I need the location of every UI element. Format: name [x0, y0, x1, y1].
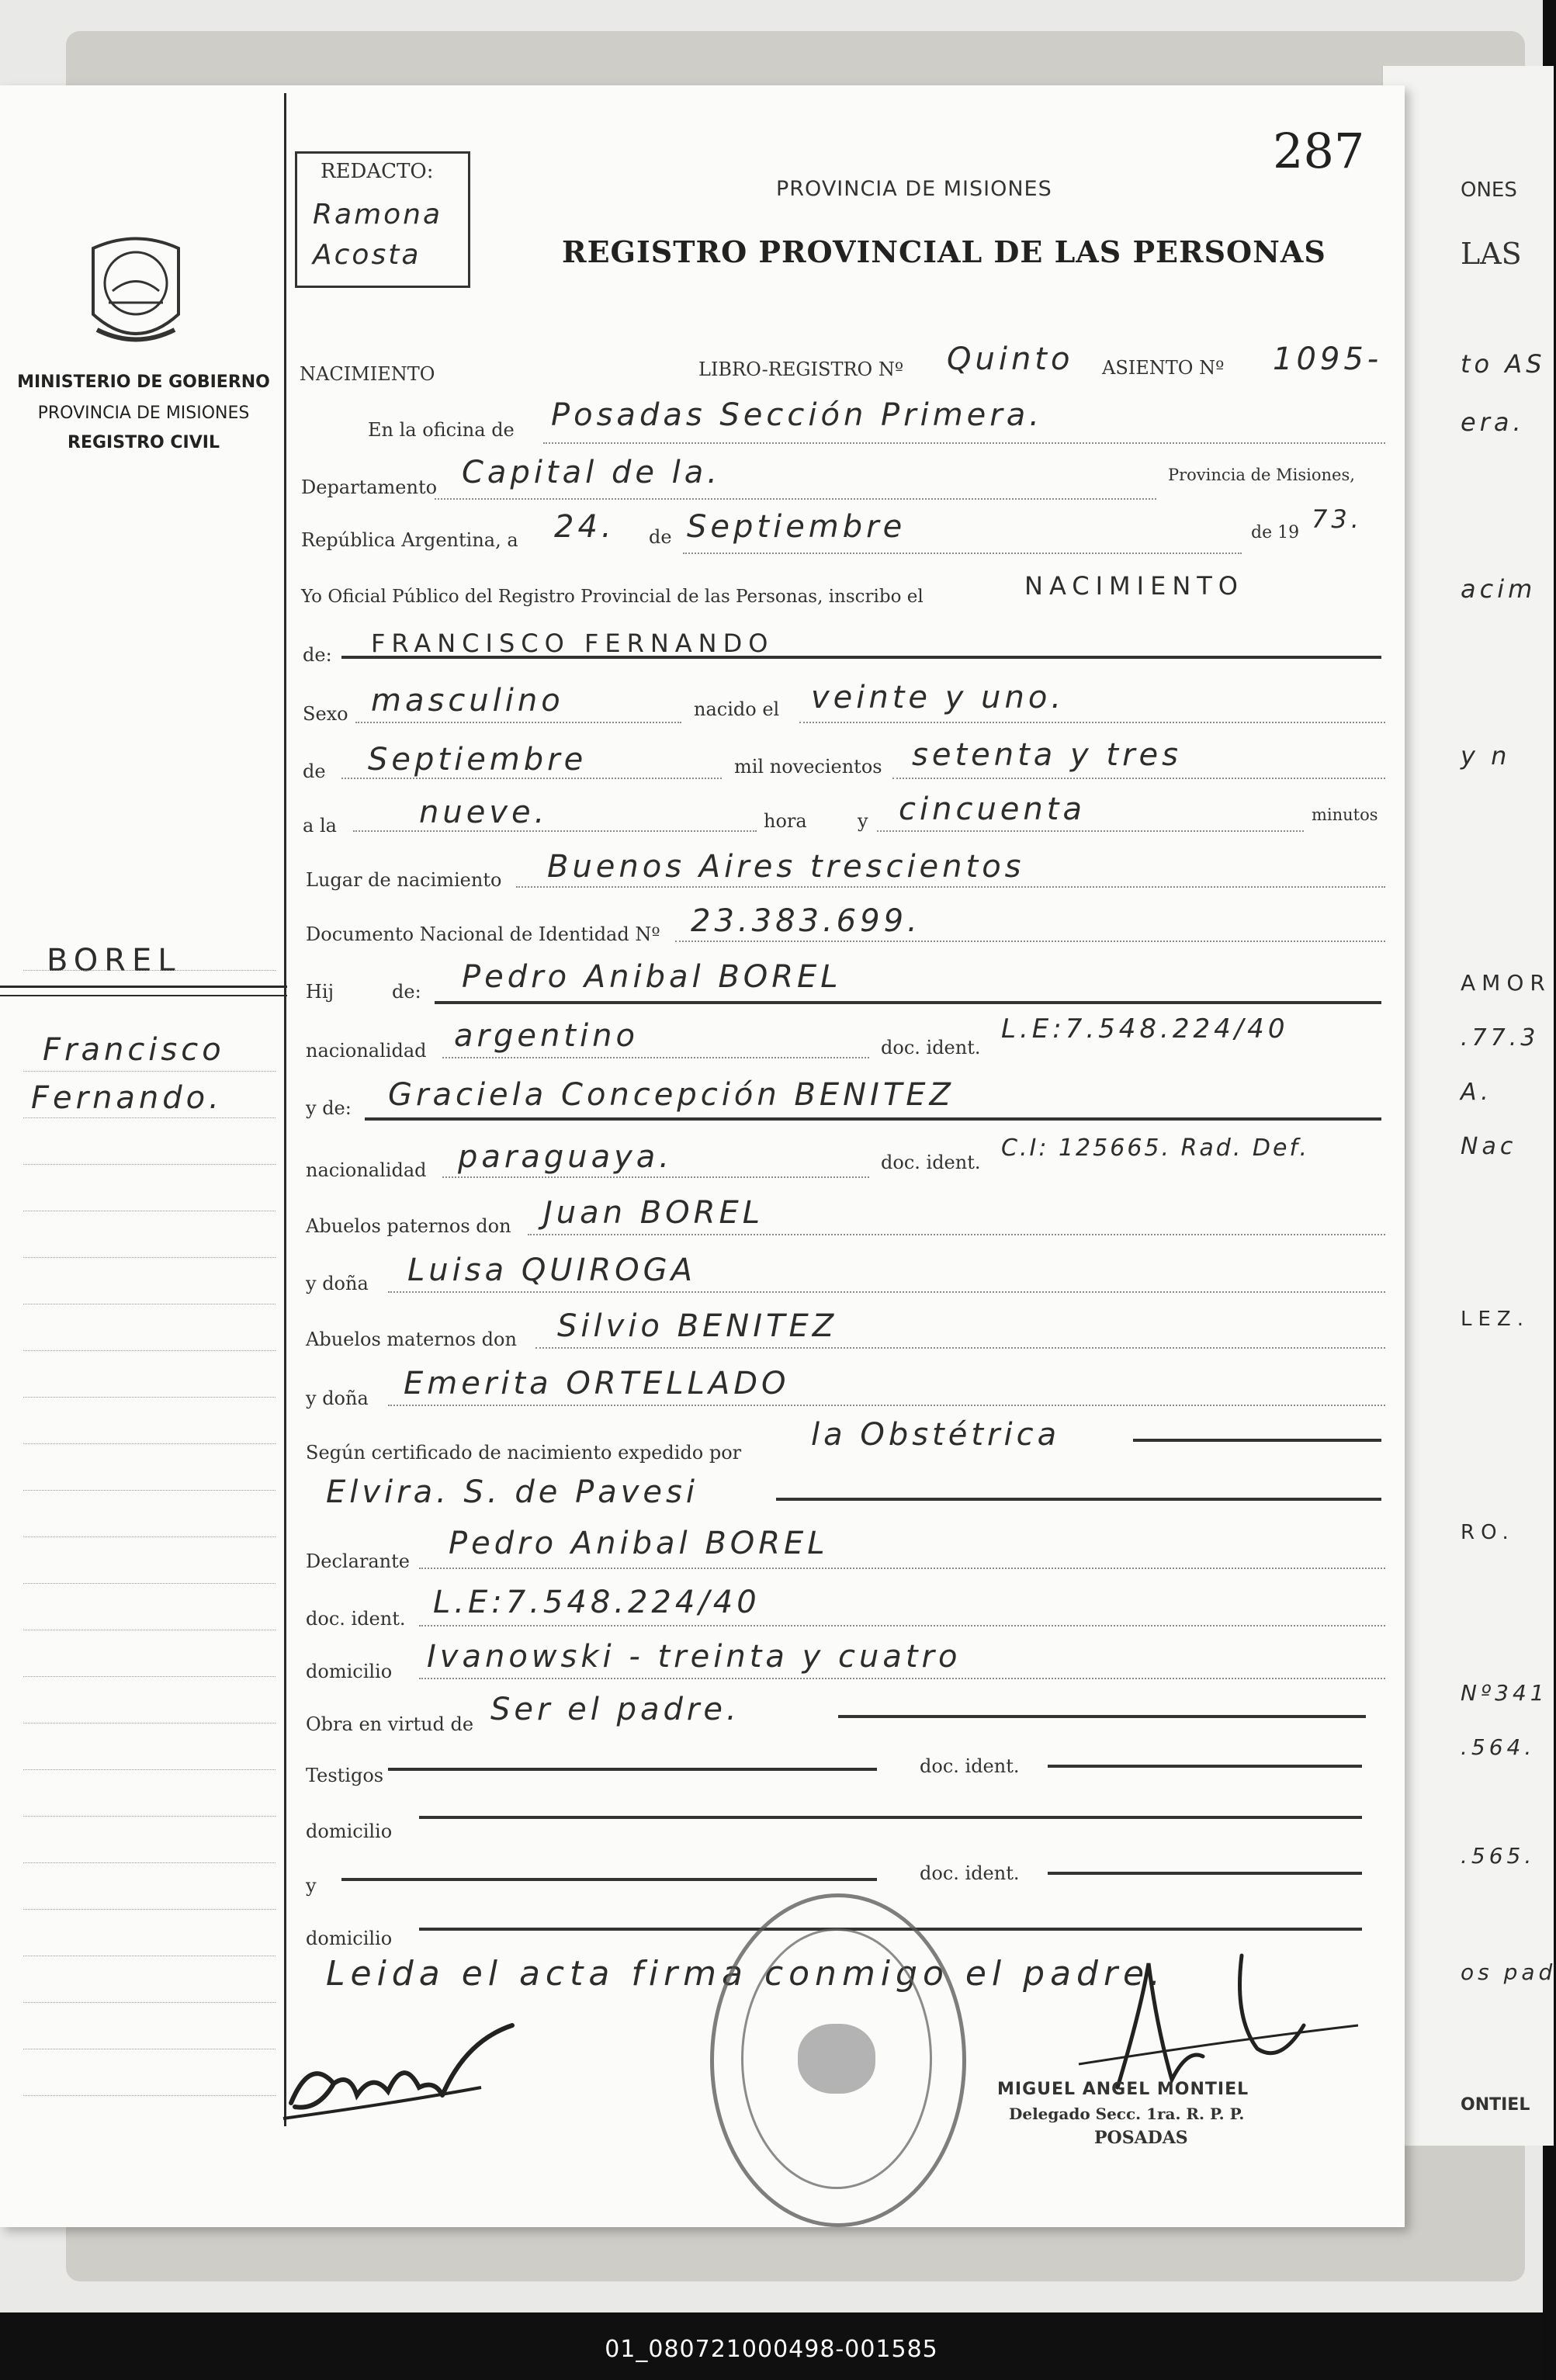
side-line: [23, 2095, 276, 2097]
doc-ident-label: doc. ident.: [306, 1608, 406, 1630]
republica-label: República Argentina, a: [301, 529, 518, 551]
adjacent-text: to AS: [1461, 349, 1546, 379]
domicilio-value: Ivanowski - treinta y cuatro: [427, 1639, 962, 1675]
adjacent-text: ONTIEL: [1461, 2095, 1530, 2115]
doc-ident-label: doc. ident.: [920, 1755, 1020, 1777]
side-line: [23, 1956, 276, 1957]
adjacent-text: RO.: [1461, 1521, 1515, 1544]
side-line: [23, 1164, 276, 1166]
dni-value: 23.383.699.: [691, 903, 921, 939]
libro-value: Quinto: [947, 341, 1074, 377]
adjacent-text: Nº341: [1461, 1680, 1548, 1706]
doc-ident-label: doc. ident.: [920, 1862, 1020, 1884]
sexo-value: masculino: [371, 683, 564, 719]
form-line: [388, 1768, 877, 1771]
asiento-label: ASIENTO Nº: [1102, 357, 1225, 379]
sexo-label: Sexo: [303, 703, 348, 725]
province-crest-icon: [78, 229, 194, 357]
abuela-materna-value: Emerita ORTELLADO: [404, 1366, 790, 1401]
form-line: [355, 722, 681, 723]
departamento-label: Departamento: [301, 476, 438, 498]
abuelo-paterno-value: Juan BOREL: [543, 1195, 764, 1231]
form-line: [442, 1176, 869, 1178]
abuela-paterna-value: Luisa QUIROGA: [407, 1252, 697, 1288]
lugar-value: Buenos Aires trescientos: [547, 849, 1025, 885]
mother-name-value: Graciela Concepción BENITEZ: [388, 1077, 955, 1113]
side-line: [23, 1350, 276, 1352]
domicilio-label: domicilio: [306, 1928, 393, 1949]
mil-value: setenta y tres: [912, 737, 1182, 773]
form-line: [543, 442, 1385, 444]
segun-label: Según certificado de nacimiento expedido por: [306, 1442, 742, 1464]
form-line: [419, 1816, 1362, 1819]
adjacent-text: os pad: [1461, 1959, 1556, 1985]
form-line: [838, 1715, 1366, 1718]
hora-label: hora: [764, 810, 807, 832]
hijo-label: Hij: [306, 981, 334, 1003]
stamp-ring: [741, 1928, 932, 2189]
nacido-value: veinte y uno.: [811, 680, 1066, 715]
minutos-label: minutos: [1312, 805, 1378, 824]
form-line: [435, 1001, 1381, 1004]
form-line: [892, 778, 1385, 779]
form-line: [388, 1405, 1385, 1406]
abuelo-materno-value: Silvio BENITEZ: [557, 1308, 838, 1344]
ministry-line: PROVINCIA DE MISIONES: [37, 404, 250, 423]
form-line: [1048, 1872, 1362, 1875]
form-line: [341, 778, 722, 779]
child-name-value: FRANCISCO FERNANDO: [371, 629, 775, 658]
doc-ident-label: doc. ident.: [881, 1037, 981, 1058]
official-title: Delegado Secc. 1ra. R. P. P.: [1009, 2105, 1245, 2123]
redacto-box: [295, 151, 470, 288]
asiento-value: 1095-: [1273, 341, 1383, 377]
side-line: [23, 1257, 276, 1259]
declarante-doc-value: L.E:7.548.224/40: [433, 1585, 761, 1620]
parent-signature-icon: [279, 2010, 528, 2126]
nacionalidad-label: nacionalidad: [306, 1040, 427, 1062]
page-number: 287: [1273, 123, 1365, 179]
a-la-label: a la: [303, 815, 337, 837]
lugar-label: Lugar de nacimiento: [306, 869, 502, 891]
official-stamp-icon: [710, 1893, 966, 2227]
form-line: [365, 1117, 1381, 1121]
mes-value: Septiembre: [687, 509, 906, 545]
obra-value: Ser el padre.: [490, 1692, 740, 1727]
adjacent-text: acim: [1461, 574, 1537, 604]
adjacent-text: LAS: [1461, 237, 1522, 271]
side-line: [23, 1583, 276, 1585]
adjacent-text: ONES: [1461, 178, 1517, 202]
adjacent-text: era.: [1461, 407, 1525, 437]
side-line: [23, 1769, 276, 1771]
record-type-label: NACIMIENTO: [300, 363, 435, 385]
adjacent-text: .565.: [1461, 1843, 1536, 1869]
adjacent-text: Nac: [1461, 1133, 1517, 1160]
de-label: de: [649, 526, 672, 548]
oficina-label: En la oficina de: [368, 419, 515, 441]
form-line: [799, 722, 1385, 723]
side-line: [23, 1909, 276, 1911]
nacido-label: nacido el: [694, 698, 780, 720]
departamento-value: Capital de la.: [462, 455, 722, 490]
side-line: [23, 1676, 276, 1678]
de2-label: de: [303, 760, 326, 782]
minutos-value: cincuenta: [899, 792, 1086, 827]
y-de-label: y de:: [306, 1097, 352, 1119]
mes2-value: Septiembre: [368, 742, 587, 778]
side-line: [23, 1211, 276, 1212]
father-name-value: Pedro Anibal BOREL: [462, 959, 842, 995]
parent-signature-text: [379, 2064, 381, 2065]
y-label: y: [306, 1875, 317, 1897]
form-line: [435, 498, 1156, 500]
adjacent-text: LEZ.: [1461, 1308, 1530, 1331]
declarante-value: Pedro Anibal BOREL: [449, 1526, 829, 1561]
official-signature-icon: [1071, 1932, 1366, 2103]
domicilio-label: domicilio: [306, 1661, 393, 1682]
side-line: [23, 1071, 276, 1072]
domicilio-label: domicilio: [306, 1821, 393, 1842]
dni-label: Documento Nacional de Identidad Nº: [306, 923, 660, 945]
province-heading: PROVINCIA DE MISIONES: [776, 177, 1052, 201]
libro-label: LIBRO-REGISTRO Nº: [698, 359, 904, 380]
doc-ident-label: doc. ident.: [881, 1152, 981, 1173]
form-line: [535, 1347, 1385, 1349]
side-line: [23, 1397, 276, 1398]
abuelos-maternos-label: Abuelos maternos don: [306, 1329, 517, 1350]
oficina-value: Posadas Sección Primera.: [551, 397, 1043, 433]
hora-value: nueve.: [419, 795, 549, 830]
y-dona-label: y doña: [306, 1273, 369, 1294]
ministry-line: REGISTRO CIVIL: [68, 433, 220, 452]
form-line: [353, 830, 757, 832]
form-line: [419, 1678, 1385, 1679]
closing-statement: Leida el acta firma conmigo el padre.: [326, 1954, 1166, 1994]
anio-value: 73.: [1312, 504, 1363, 534]
stamp-crest: [798, 2024, 875, 2094]
de-persona-label: de:: [303, 644, 332, 666]
form-line: [776, 1498, 1381, 1501]
side-line: [23, 1862, 276, 1864]
form-line: [528, 1234, 1385, 1235]
testigos-label: Testigos: [306, 1765, 384, 1786]
mil-label: mil novecientos: [734, 756, 882, 778]
father-nationality-value: argentino: [454, 1018, 639, 1054]
y-dona-label: y doña: [306, 1387, 369, 1409]
side-line: [23, 1816, 276, 1817]
side-line: [23, 2002, 276, 2004]
side-given-name: Fernando.: [31, 1080, 223, 1116]
form-line: [341, 1878, 877, 1881]
side-line: [23, 970, 276, 972]
side-divider: [0, 986, 287, 988]
father-doc-value: L.E:7.548.224/40: [1001, 1013, 1289, 1044]
adjacent-text: A.: [1461, 1079, 1492, 1106]
adjacent-page: [1381, 66, 1554, 2146]
form-line: [1133, 1439, 1381, 1442]
dia-value: 24.: [554, 509, 615, 545]
mother-nationality-value: paraguaya.: [458, 1139, 674, 1175]
nacionalidad-label: nacionalidad: [306, 1159, 427, 1181]
mother-doc-value: C.I: 125665. Rad. Def.: [1001, 1135, 1310, 1162]
side-surname: BOREL: [47, 943, 182, 979]
side-given-name: Francisco: [43, 1032, 225, 1068]
de3-label: de:: [392, 981, 421, 1003]
form-line: [419, 1625, 1385, 1627]
side-line: [23, 1304, 276, 1305]
form-line: [683, 553, 1242, 554]
margin-rule: [284, 93, 286, 2126]
inscription-label: Yo Oficial Público del Registro Provincial de las Personas, inscribo el: [301, 587, 924, 607]
anio-label: de 19: [1251, 523, 1300, 542]
form-line: [1048, 1765, 1362, 1768]
form-line: [388, 1291, 1385, 1293]
image-caption: 01_080721000498-001585: [605, 2336, 938, 2363]
adjacent-text: AMOR: [1461, 970, 1551, 996]
side-divider: [0, 995, 287, 996]
redacto-name: Acosta: [313, 239, 421, 271]
provincia-label: Provincia de Misiones,: [1168, 466, 1355, 484]
form-line: [516, 886, 1385, 888]
side-line: [23, 1443, 276, 1445]
form-line: [675, 941, 1385, 942]
adjacent-text: .564.: [1461, 1734, 1536, 1760]
side-line: [23, 1117, 276, 1119]
side-line: [23, 2049, 276, 2050]
form-line: [419, 1568, 1385, 1569]
official-name: MIGUEL ANGEL MONTIEL: [997, 2080, 1249, 2099]
form-line: [341, 656, 1381, 659]
form-line: [877, 830, 1304, 832]
declarante-label: Declarante: [306, 1550, 410, 1572]
side-line: [23, 1490, 276, 1491]
segun-value-continued: Elvira. S. de Pavesi: [326, 1474, 698, 1510]
registry-heading: REGISTRO PROVINCIAL DE LAS PERSONAS: [562, 234, 1326, 269]
adjacent-text: y n: [1461, 741, 1511, 771]
adjacent-text: .77.3: [1461, 1024, 1540, 1051]
inscription-value: NACIMIENTO: [1024, 571, 1244, 601]
side-line: [23, 1630, 276, 1631]
side-line: [23, 1536, 276, 1538]
obra-label: Obra en virtud de: [306, 1713, 474, 1735]
abuelos-paternos-label: Abuelos paternos don: [306, 1215, 511, 1237]
y-label: y: [858, 810, 868, 832]
side-line: [23, 1723, 276, 1724]
official-city: POSADAS: [1094, 2128, 1188, 2148]
form-line: [442, 1057, 869, 1058]
ministry-line: MINISTERIO DE GOBIERNO: [17, 372, 270, 392]
segun-value: la Obstétrica: [811, 1417, 1061, 1453]
redacto-name: Ramona: [313, 199, 443, 230]
redacto-label: REDACTO:: [321, 160, 434, 183]
